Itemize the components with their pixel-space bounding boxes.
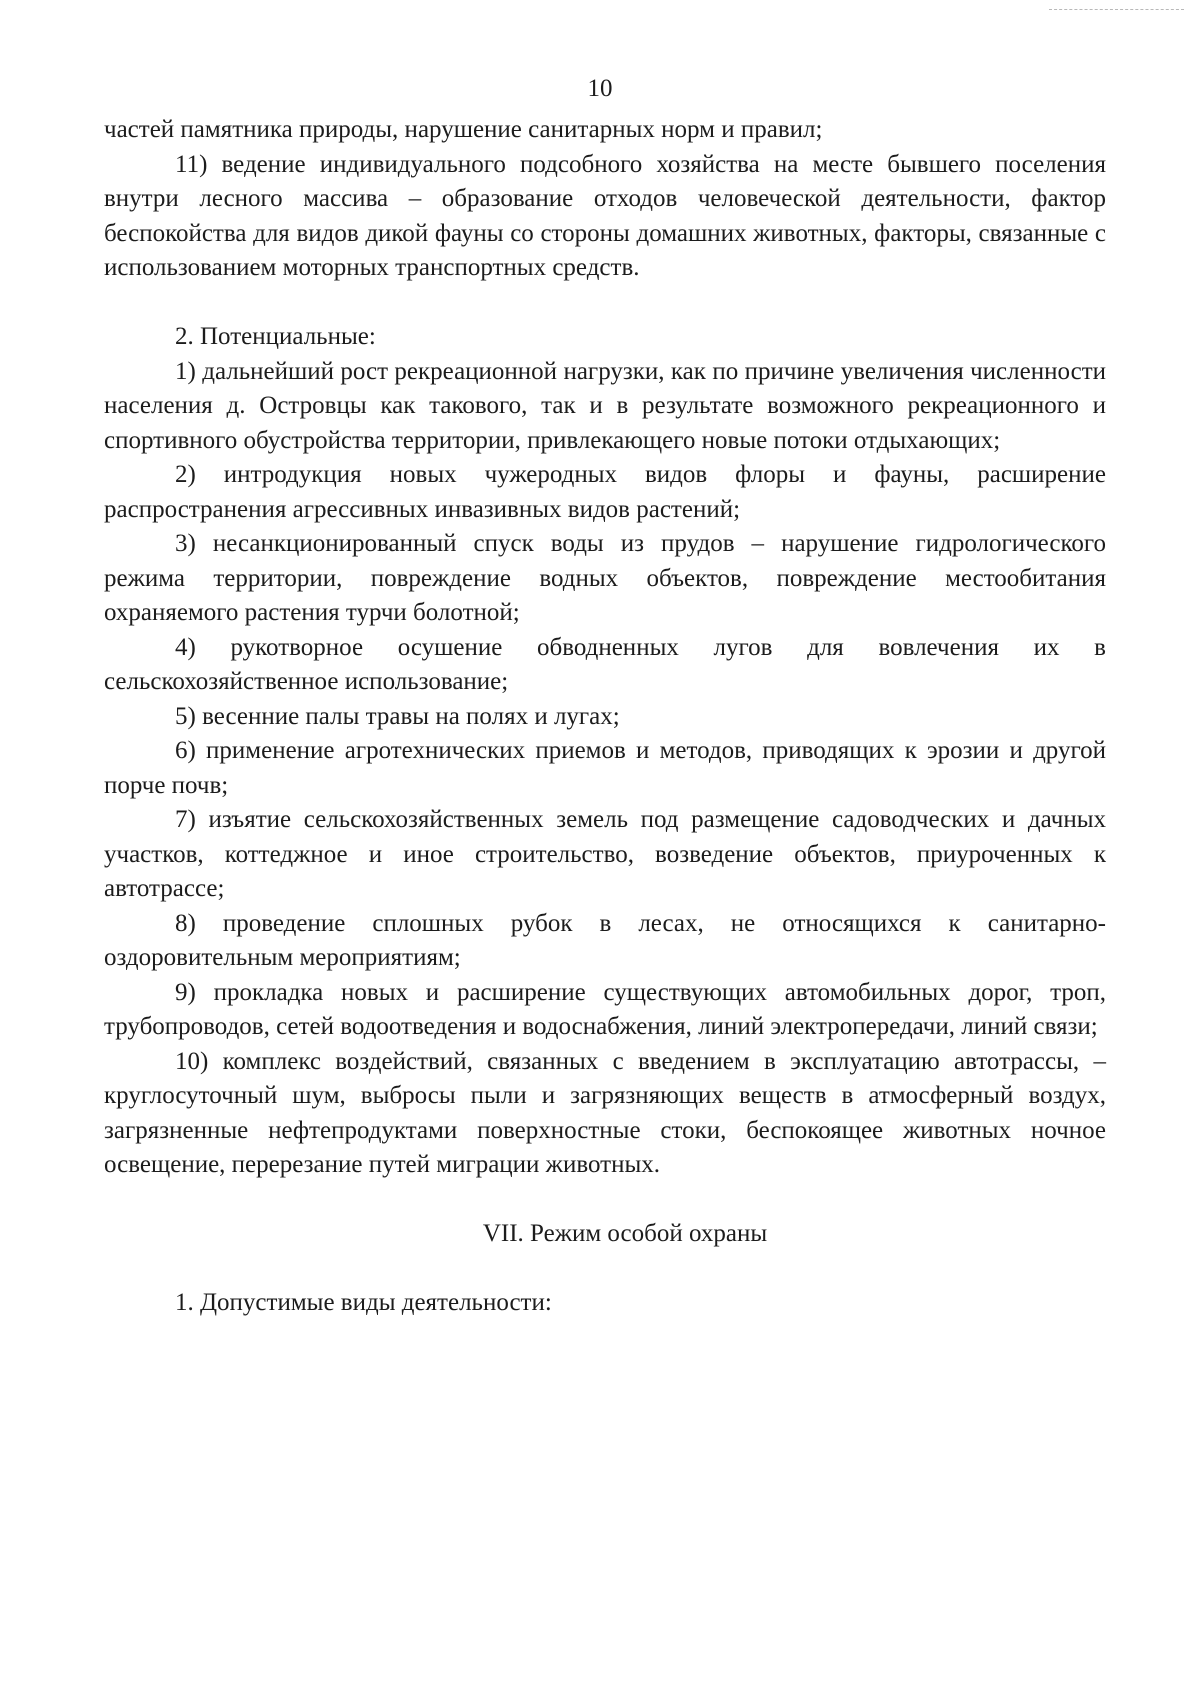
scan-artifact-line (1049, 9, 1184, 12)
list-item-5: 5) весенние палы травы на полях и лугах; (175, 702, 620, 730)
list-item-3: 3) несанкционированный спуск воды из прудов – нарушение гидрологического режима территории, повреждение водных объектов, повреждение местообитания охраняемого растения турчи болотной; (104, 530, 1106, 626)
subsection-title: 1. Допустимые виды деятельности: (175, 1289, 552, 1316)
section-potential-title: 2. Потенциальные: (175, 323, 376, 350)
list-item-8: 8) проведение сплошных рубок в лесах, не относящихся к санитарно-оздоровительным мероприятиям; (104, 909, 1106, 971)
page-number: 10 (587, 75, 613, 102)
list-item-10: 10) комплекс воздействий, связанных с введением в эксплуатацию автотрассы, – круглосуточный шум, выбросы пыли и загрязняющих веществ в атмосферный воздух, загрязненные нефтепродуктами поверхностные стоки, беспокоящее животных ночное освещение, перерезание путей миграции животных. (104, 1047, 1106, 1178)
list-item-7: 7) изъятие сельскохозяйственных земель под размещение садоводческих и дачных участков, коттеджное и иное строительство, возведение объектов, приуроченных к автотрассе; (104, 806, 1106, 902)
list-item-9: 9) прокладка новых и расширение существующих автомобильных дорог, троп, трубопроводов, сетей водоотведения и водоснабжения, линий электропередачи, линий связи; (104, 978, 1106, 1040)
list-item-6: 6) применение агротехнических приемов и методов, приводящих к эрозии и другой порче почв; (104, 737, 1106, 799)
section-heading: VII. Режим особой охраны (482, 1220, 768, 1247)
document-body (104, 113, 1106, 1321)
paragraph-continuation: частей памятника природы, нарушение санитарных норм и правил; (104, 116, 823, 143)
list-item-1: 1) дальнейший рост рекреационной нагрузки, как по причине увеличения численности населения д. Островцы как такового, так и в результате возможного рекреационного и спортивного обустройства территории, привлекающего новые потоки отдыхающих; (104, 357, 1106, 454)
list-item-11: 11) ведение индивидуального подсобного хозяйства на месте бывшего поселения внутри лесного массива – образование отходов человеческой деятельности, фактор беспокойства для видов дикой фауны со стороны домашних животных, факторы, связанные с использованием моторных транспортных средств. (104, 150, 1106, 281)
list-item-4: 4) рукотворное осушение обводненных лугов для вовлечения их в сельскохозяйственное использование; (104, 633, 1106, 695)
list-item-2: 2) интродукция новых чужеродных видов флоры и фауны, расширение распространения агрессивных инвазивных видов растений; (104, 461, 1106, 523)
